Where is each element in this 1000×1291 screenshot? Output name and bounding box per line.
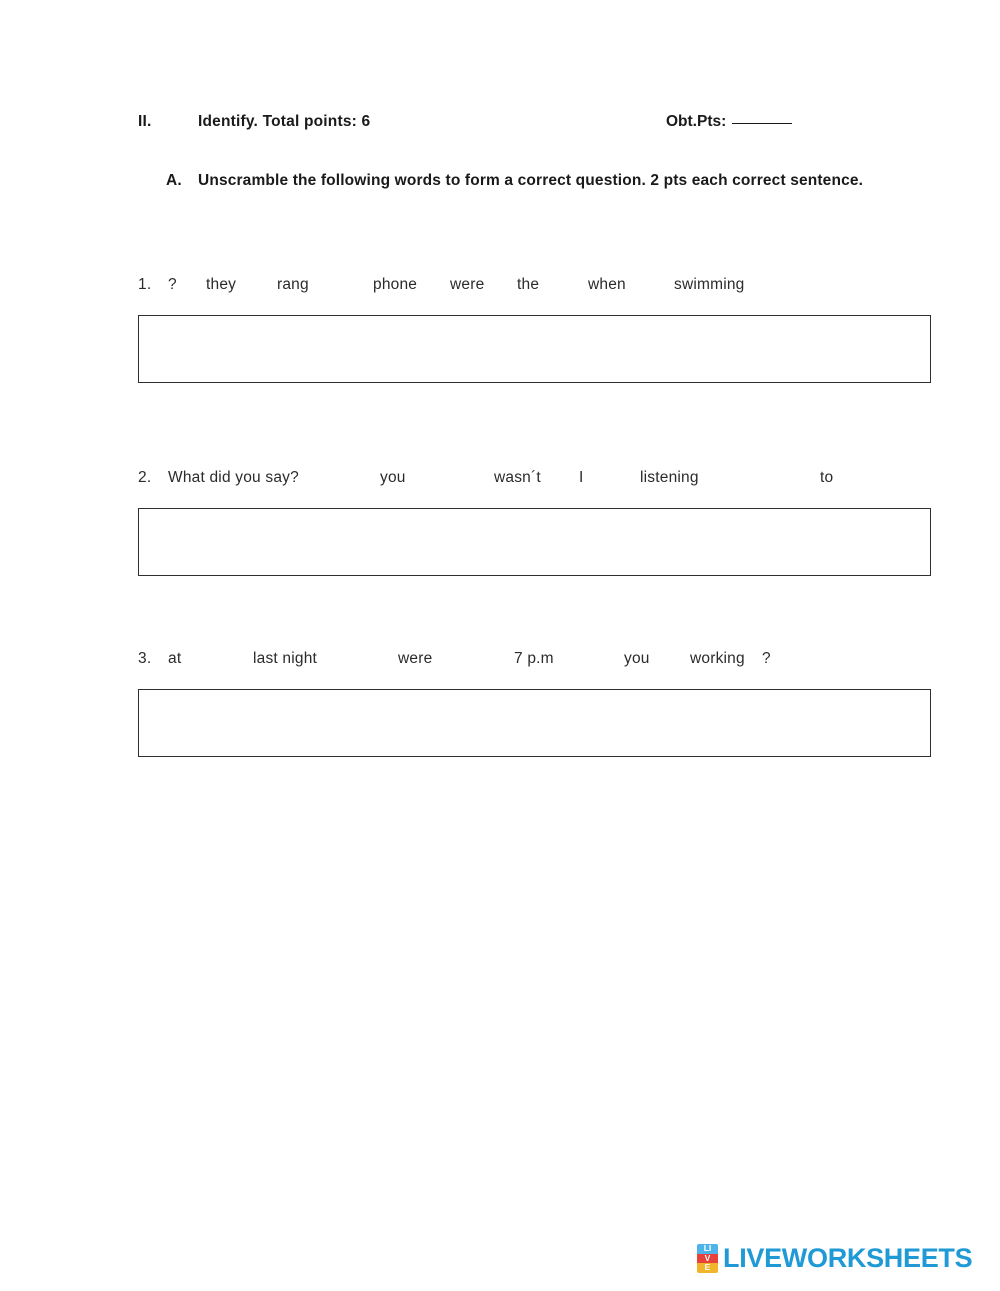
instruction-text: Unscramble the following words to form a correct question. 2 pts each correct sentence.: [198, 172, 864, 189]
item-1-word-3: rang: [277, 276, 309, 293]
item-1-word-6: the: [517, 276, 540, 293]
item-1-word-7: when: [588, 276, 626, 293]
liveworksheets-badge-icon: [697, 1244, 718, 1273]
exercise-item-1: [138, 276, 938, 383]
badge-line-1: LI: [697, 1244, 718, 1254]
item-1-words: [138, 276, 938, 294]
item-1-word-1: ?: [168, 276, 177, 293]
item-1-word-5: were: [450, 276, 485, 293]
item-3-word-4: 7 p.m: [514, 650, 554, 667]
item-2-word-5: listening: [640, 469, 699, 486]
item-3-word-7: ?: [762, 650, 771, 667]
instruction-letter: A.: [166, 172, 182, 189]
item-1-answer-box[interactable]: [138, 315, 931, 383]
section-title: Identify. Total points: 6: [198, 113, 371, 130]
section-heading: [138, 113, 868, 131]
liveworksheets-wordmark: LIVEWORKSHEETS: [723, 1243, 973, 1273]
item-1-number: 1.: [138, 276, 152, 293]
item-3-word-5: you: [624, 650, 650, 667]
instruction-block: [166, 168, 886, 193]
obtained-points-label: Obt.Pts:: [666, 113, 727, 130]
item-1-word-4: phone: [373, 276, 418, 293]
item-2-word-3: wasn´t: [494, 469, 541, 486]
exercise-item-2: [138, 469, 938, 576]
item-2-word-2: you: [380, 469, 406, 486]
section-numeral: II.: [138, 113, 152, 130]
item-3-word-3: were: [398, 650, 433, 667]
item-3-word-2: last night: [253, 650, 318, 667]
item-3-words: [138, 650, 938, 668]
item-2-words: [138, 469, 938, 487]
obtained-points: [666, 113, 792, 131]
item-2-answer-box[interactable]: [138, 508, 931, 576]
exercise-item-3: [138, 650, 938, 757]
liveworksheets-logo[interactable]: [697, 1243, 972, 1274]
obtained-points-blank[interactable]: [732, 123, 792, 124]
item-1-word-2: they: [206, 276, 237, 293]
item-2-number: 2.: [138, 469, 152, 486]
item-3-word-6: working: [690, 650, 745, 667]
item-2-word-6: to: [820, 469, 834, 486]
badge-line-3: E: [697, 1263, 718, 1273]
badge-line-2: V: [697, 1254, 718, 1264]
item-3-answer-box[interactable]: [138, 689, 931, 757]
item-3-word-1: at: [168, 650, 182, 667]
item-3-number: 3.: [138, 650, 152, 667]
item-2-word-1: What did you say?: [168, 469, 299, 486]
item-1-word-8: swimming: [674, 276, 745, 293]
item-2-word-4: I: [579, 469, 584, 486]
